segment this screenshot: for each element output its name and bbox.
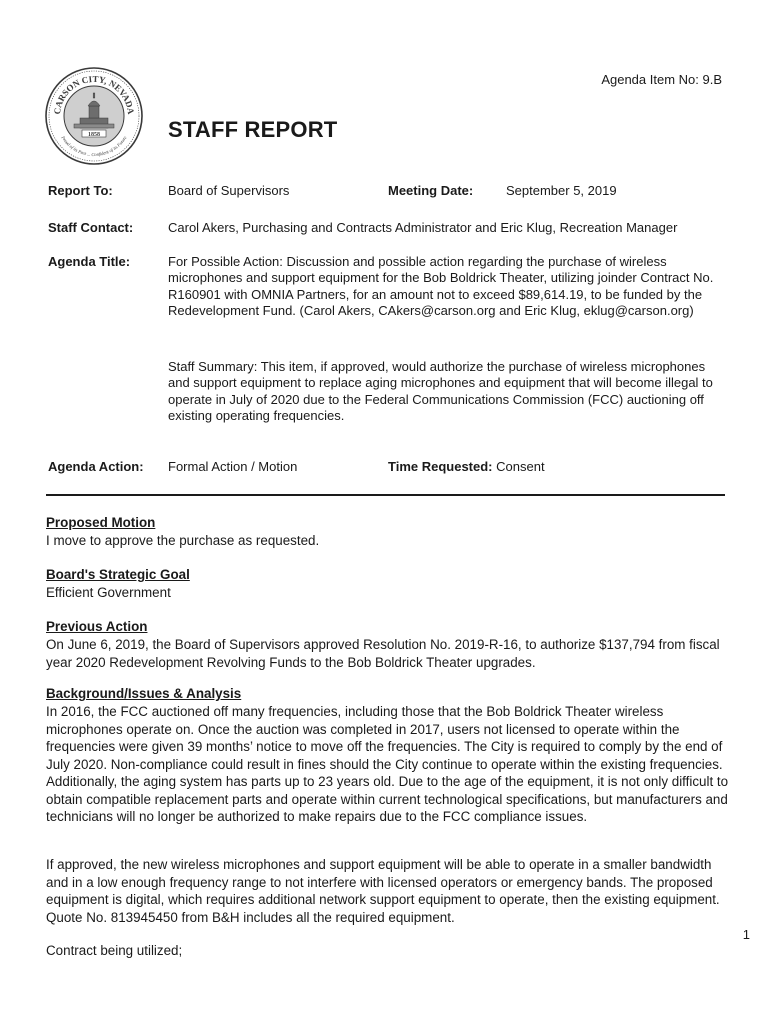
previous-action-text: On June 6, 2019, the Board of Supervisors approved Resolution No. 2019-R-16, to authorize $137,794 from fiscal year 2020 Redevelopment Revolving Funds to the Bob Boldrick Theater upgrades. <box>46 637 720 670</box>
seal-bottom-text: Proud of its Past ... Confident of its Future <box>60 135 128 158</box>
agenda-title-label: Agenda Title: <box>48 254 131 269</box>
agenda-item-number: Agenda Item No: 9.B <box>601 72 722 87</box>
contract-line: Contract being utilized; <box>46 943 183 958</box>
time-requested <box>388 459 545 475</box>
meeting-date-value: September 5, 2019 <box>506 183 617 198</box>
proposed-motion-text: I move to approve the purchase as requested. <box>46 533 320 548</box>
meeting-date-label: Meeting Date: <box>388 183 474 198</box>
section-divider <box>46 494 725 496</box>
seal-top-text: CARSON CITY, NEVADA <box>51 73 137 115</box>
staff-contact-value: Carol Akers, Purchasing and Contracts Administrator and Eric Klug, Recreation Manager <box>168 220 678 235</box>
background-paragraph-2: If approved, the new wireless microphones and support equipment will be able to operate in a smaller bandwidth and in a low enough frequency range to not interfere with licensed operators or emergency bands. The proposed equipment is digital, which requires additional network support equipment to operate, then the existing equipment. Quote No. 813945450 from B&H includes all the required equipment. <box>46 857 720 925</box>
staff-summary: Staff Summary: This item, if approved, would authorize the purchase of wireless microphones and support equipment to replace aging microphones and equipment that will become illegal to operate in July of 2020 due to the Federal Communications Commission (FCC) auctioning off existing operating frequencies. <box>168 359 713 424</box>
background-heading: Background/Issues & Analysis <box>46 686 242 701</box>
previous-action-heading: Previous Action <box>46 619 148 634</box>
strategic-goal-heading: Board's Strategic Goal <box>46 567 190 582</box>
report-to-label: Report To: <box>48 183 113 198</box>
proposed-motion-heading: Proposed Motion <box>46 515 156 530</box>
page-title: STAFF REPORT <box>168 117 338 142</box>
staff-contact-label: Staff Contact: <box>48 220 134 235</box>
agenda-action-label: Agenda Action: <box>48 459 144 474</box>
page-number: 1 <box>742 927 750 942</box>
agenda-action-value: Formal Action / Motion <box>168 459 298 474</box>
strategic-goal-text: Efficient Government <box>46 585 171 600</box>
seal-year: 1858 <box>88 132 100 138</box>
time-requested-value: Consent <box>496 459 545 474</box>
background-paragraph-1: In 2016, the FCC auctioned off many frequencies, including those that the Bob Boldrick Theater wireless microphones operate on. Once the auction was completed in 2017, users not licensed to operate within the frequencies were given 39 months’ notice to move off the frequencies. The City is required to comply by the end of July 2020. Non-compliance could result in fines should the City continue to operate within the existing frequencies. Additionally, the aging system has parts up to 23 years old. Due to the age of the equipment, it is not only difficult to obtain compatible replacement parts and operate within current technological specifications, but manufacturers and technicians will no longer be authorized to make repairs due to the FCC compliance issues. <box>46 704 729 824</box>
agenda-title-value: For Possible Action: Discussion and possible action regarding the purchase of wireless microphones and support equipment for the Bob Boldrick Theater, utilizing joinder Contract No. R160901 with OMNIA Partners, for an amount not to exceed $89,614.19, to be funded by the Redevelopment Fund. (Carol Akers, CAkers@carson.org and Eric Klug, eklug@carson.org) <box>168 254 714 319</box>
report-to-value: Board of Supervisors <box>168 183 290 198</box>
time-requested-label: Time Requested: <box>388 459 493 474</box>
